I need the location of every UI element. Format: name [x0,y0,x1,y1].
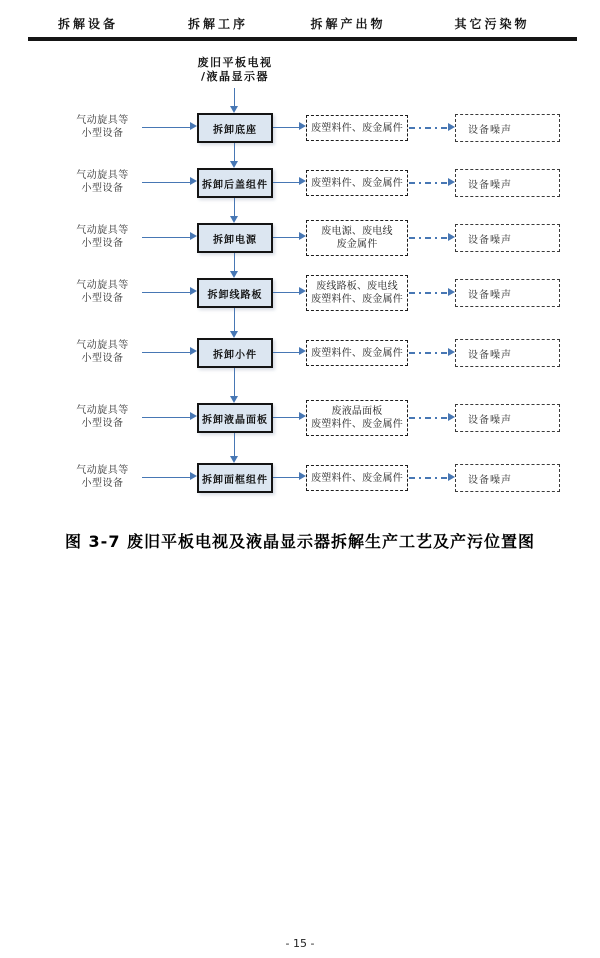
right-arrow-connector [142,292,190,293]
equipment-line1: 气动旋具等 [76,280,129,291]
process-box [197,223,273,253]
equipment-label [55,114,150,140]
equipment-line1: 气动旋具等 [76,465,129,476]
right-arrow-connector [142,237,190,238]
flow-source-line2: /液晶显示器 [200,70,270,83]
dashdot-arrow-connector [409,477,447,479]
flow-source-line1: 废旧平板电视 [197,56,273,69]
right-arrow-connector [142,477,190,478]
output-line: 废电源、废电线 [321,226,393,237]
equipment-line2: 小型设备 [81,238,124,249]
right-arrow-connector [273,182,299,183]
right-arrow-connector [142,417,190,418]
right-arrow-connector [142,127,190,128]
output-line: 废液晶面板 [331,406,383,417]
noise-box [455,114,560,142]
equipment-label [55,169,150,195]
noise-box [455,279,560,307]
output-line: 废塑料件、废金属件 [311,472,403,484]
down-arrow-connector [234,198,235,216]
noise-label: 设备噪声 [468,349,512,361]
process-label: 拆卸底座 [213,124,257,136]
down-arrow-connector [234,433,235,456]
output-line: 废塑料件、废金属件 [311,294,403,305]
output-line: 废金属件 [336,239,378,250]
equipment-label [55,279,150,305]
down-arrow-connector [234,308,235,331]
process-label: 拆卸后盖组件 [202,179,268,191]
noise-label: 设备噪声 [468,414,512,426]
process-label: 拆卸电源 [213,234,257,246]
process-label: 拆卸液晶面板 [202,414,268,426]
output-line: 废塑料件、废金属件 [311,347,403,359]
equipment-line2: 小型设备 [81,418,124,429]
output-box [306,170,408,196]
noise-label: 设备噪声 [468,474,512,486]
down-arrow-connector [234,368,235,396]
output-box [306,400,408,436]
equipment-line1: 气动旋具等 [76,170,129,181]
equipment-line2: 小型设备 [81,478,124,489]
column-header-process: 拆解工序 [187,17,249,31]
noise-box [455,464,560,492]
process-box [197,403,273,433]
column-header-equipment: 拆解设备 [57,17,119,31]
dashdot-arrow-connector [409,417,447,419]
right-arrow-connector [142,352,190,353]
right-arrow-connector [273,477,299,478]
right-arrow-connector [273,237,299,238]
output-box [306,115,408,141]
process-label: 拆卸小件 [213,349,257,361]
process-box [197,338,273,368]
right-arrow-connector [273,127,299,128]
equipment-line1: 气动旋具等 [76,115,129,126]
output-box [306,220,408,256]
noise-label: 设备噪声 [468,289,512,301]
output-line: 废塑料件、废金属件 [311,122,403,134]
process-box [197,278,273,308]
equipment-line2: 小型设备 [81,183,124,194]
down-arrow-connector [234,253,235,271]
down-arrow-connector [234,88,235,106]
right-arrow-connector [273,292,299,293]
output-box [306,340,408,366]
process-label: 拆卸面框组件 [202,474,268,486]
right-arrow-connector [273,352,299,353]
noise-label: 设备噪声 [468,179,512,191]
noise-label: 设备噪声 [468,124,512,136]
equipment-line2: 小型设备 [81,293,124,304]
flow-source-label [150,56,320,84]
right-arrow-connector [142,182,190,183]
figure-caption: 图 3-7 废旧平板电视及液晶显示器拆解生产工艺及产污位置图 [64,532,536,551]
header-divider [28,37,577,41]
noise-label: 设备噪声 [468,234,512,246]
dashdot-arrow-connector [409,352,447,354]
column-header-pollutant: 其它污染物 [454,17,530,31]
page-number: - 15 - [285,937,315,950]
output-line: 废塑料件、废金属件 [311,177,403,189]
equipment-line1: 气动旋具等 [76,225,129,236]
process-box [197,168,273,198]
output-line: 废线路板、废电线 [316,281,398,292]
dashdot-arrow-connector [409,127,447,129]
dashdot-arrow-connector [409,292,447,294]
process-box [197,113,273,143]
dashdot-arrow-connector [409,237,447,239]
column-header-output: 拆解产出物 [310,17,386,31]
noise-box [455,404,560,432]
equipment-label [55,224,150,250]
equipment-line1: 气动旋具等 [76,340,129,351]
noise-box [455,224,560,252]
output-box [306,275,408,311]
equipment-label [55,404,150,430]
process-label: 拆卸线路板 [207,289,263,301]
equipment-label [55,464,150,490]
dashdot-arrow-connector [409,182,447,184]
equipment-line1: 气动旋具等 [76,405,129,416]
equipment-label [55,339,150,365]
down-arrow-connector [234,143,235,161]
equipment-line2: 小型设备 [81,353,124,364]
noise-box [455,339,560,367]
right-arrow-connector [273,417,299,418]
output-box [306,465,408,491]
equipment-line2: 小型设备 [81,128,124,139]
process-box [197,463,273,493]
noise-box [455,169,560,197]
output-line: 废塑料件、废金属件 [311,419,403,430]
